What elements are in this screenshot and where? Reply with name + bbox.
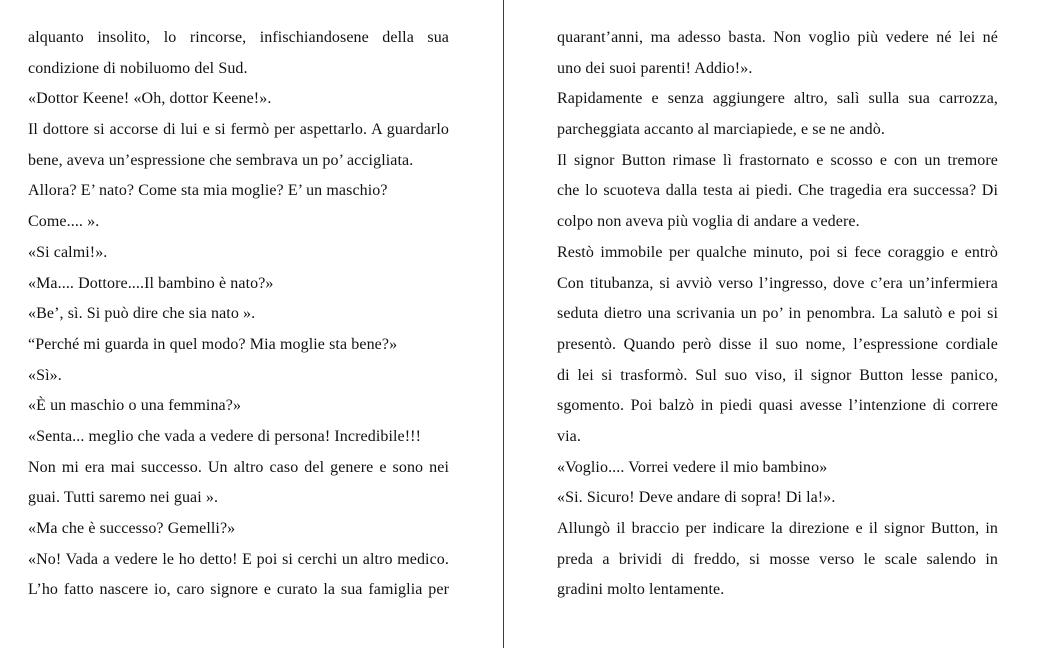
- text-line: quarant’anni, ma adesso basta. Non voglio più vedere né lei né: [557, 29, 998, 46]
- text-line: «Ma.... Dottore....Il bambino è nato?»: [28, 274, 274, 292]
- text-line: preda a brividi di freddo, si mosse verso le scale salendo in: [557, 550, 998, 568]
- text-line: Il dottore si accorse di lui e si fermò per aspettarlo. A guardarlo: [28, 121, 449, 139]
- text-line: Allora? E’ nato? Come sta mia moglie? E’ un maschio?: [28, 182, 388, 200]
- text-line: «Senta... meglio che vada a vedere di persona! Incredibile!!!: [28, 427, 422, 445]
- text-line: «È un maschio o una femmina?»: [28, 397, 242, 415]
- right-page: [557, 23, 998, 606]
- text-line: seduta dietro una scrivania un po’ in penombra. La salutò e poi si: [557, 305, 998, 323]
- text-line: «Si. Sicuro! Deve andare di sopra! Di la!».: [557, 489, 836, 507]
- text-line: parcheggiata accanto al marciapiede, e se ne andò.: [557, 121, 885, 139]
- text-line: «Ma che è successo? Gemelli?»: [28, 520, 236, 537]
- text-line: «Sì».: [28, 366, 62, 384]
- text-line: sgomento. Poi balzò in piedi quasi avesse l’intenzione di correre: [557, 397, 998, 415]
- text-line: guai. Tutti saremo nei guai ».: [28, 489, 219, 507]
- text-line: Non mi era mai successo. Un altro caso del genere e sono nei: [28, 458, 449, 476]
- text-line: Restò immobile per qualche minuto, poi si fece coraggio e entrò: [557, 243, 998, 261]
- text-line: gradini molto lentamente.: [557, 581, 725, 599]
- text-line: colpo non aveva più voglia di andare a vedere.: [557, 213, 860, 231]
- text-line: «Si calmi!».: [28, 243, 108, 261]
- text-line: «No! Vada a vedere le ho detto! E poi si cerchi un altro medico.: [28, 550, 449, 568]
- text-line: uno dei suoi parenti! Addio!».: [557, 59, 753, 77]
- text-line: di lei si trasformò. Sul suo viso, il signor Button lesse panico,: [557, 366, 998, 384]
- text-line: bene, aveva un’espressione che sembrava un po’ accigliata.: [28, 151, 414, 169]
- text-line: alquanto insolito, lo rincorse, infischiandosene della sua: [28, 29, 449, 46]
- text-line: Come.... ».: [28, 213, 100, 231]
- text-line: L’ho fatto nascere io, caro signore e curato la sua famiglia per: [28, 581, 449, 599]
- text-line: che lo scuoteva dalla testa ai piedi. Che tragedia era successa? Di: [557, 182, 998, 200]
- text-line: presentò. Quando però disse il suo nome, l’espressione cordiale: [557, 335, 998, 353]
- text-line: Rapidamente e senza aggiungere altro, salì sulla sua carrozza,: [557, 90, 998, 108]
- text-line: via.: [557, 427, 581, 445]
- text-line: Con titubanza, si avviò verso l’ingresso, dove c’era un’infermiera: [557, 274, 998, 292]
- text-line: «Dottor Keene! «Oh, dottor Keene!».: [28, 90, 272, 108]
- text-line: Il signor Button rimase lì frastornato e scosso e con un tremore: [557, 151, 998, 169]
- left-page: [28, 23, 449, 606]
- text-line: condizione di nobiluomo del Sud.: [28, 59, 248, 77]
- text-line: Allungò il braccio per indicare la direzione e il signor Button, in: [557, 520, 998, 537]
- text-line: “Perché mi guarda in quel modo? Mia moglie sta bene?»: [28, 335, 398, 353]
- text-line: «Be’, sì. Si può dire che sia nato ».: [28, 305, 256, 323]
- text-line: «Voglio.... Vorrei vedere il mio bambino»: [557, 458, 828, 476]
- page-divider: [503, 0, 504, 648]
